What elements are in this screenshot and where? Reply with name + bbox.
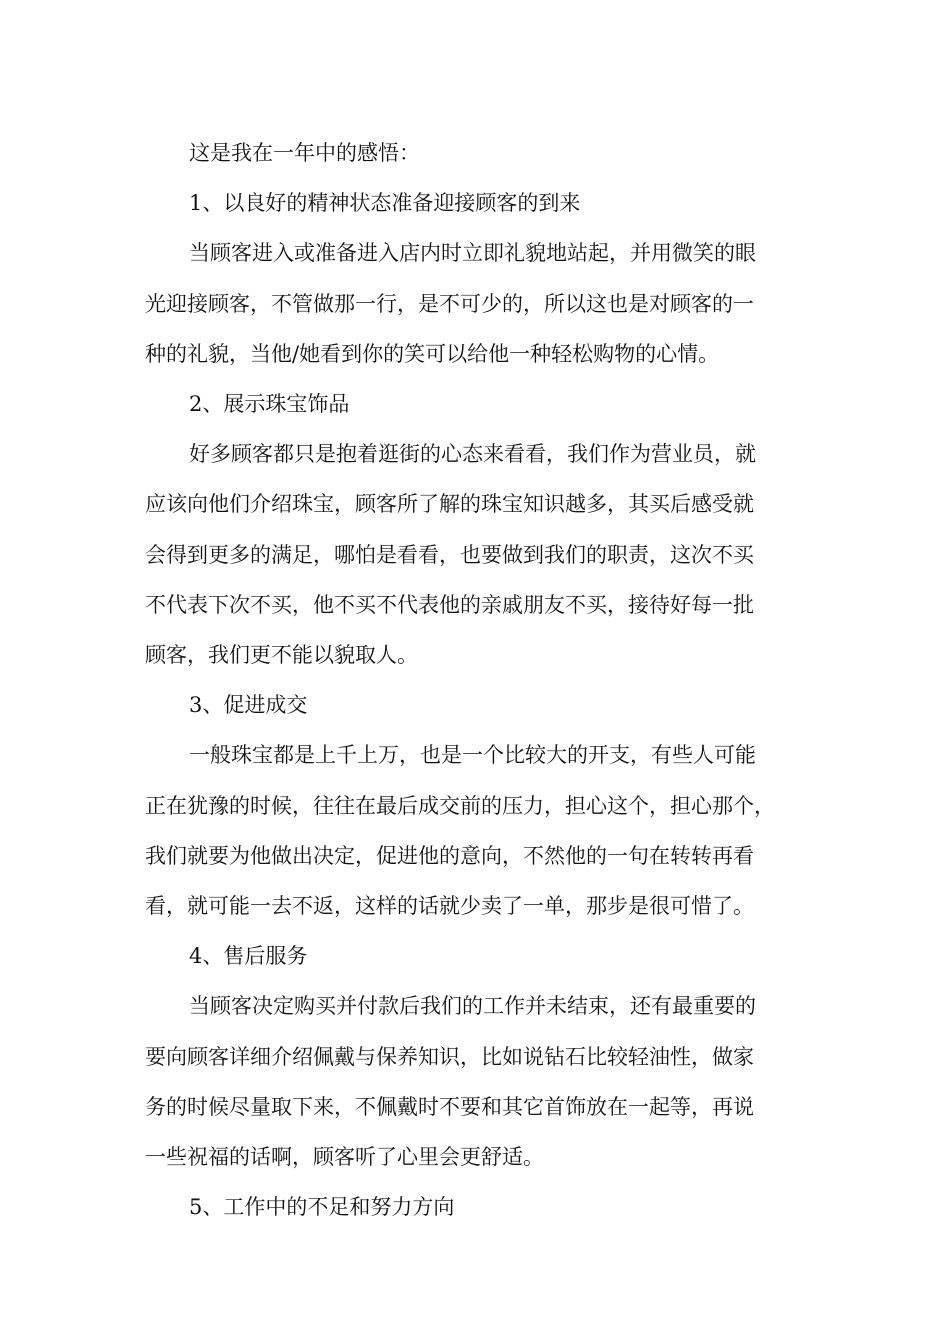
section-body-1: 当顾客进入或准备进入店内时立即礼貌地站起，并用微笑的眼 光迎接顾客，不管做那一行，是不可少的，所以这也是对顾客的一 种的礼貌，当他/她看到你的笑可以给他一种轻松购物的心情。 bbox=[145, 241, 756, 366]
section-body-4: 当顾客决定购买并付款后我们的工作并未结束，还有最重要的 要向顾客详细介绍佩戴与保养知识，比如说钻石比较轻油性，做家 务的时候尽量取下来，不佩戴时不要和其它首饰放在一起等，再说 一些祝福的话啊，顾客听了心里会更舒适。 bbox=[145, 994, 756, 1170]
section-heading-1: 1、以良好的精神状态准备迎接顾客的到来 bbox=[189, 191, 581, 216]
section-heading-5: 5、工作中的不足和努力方向 bbox=[189, 1195, 455, 1220]
document-body bbox=[145, 128, 810, 1232]
section-heading-4: 4、售后服务 bbox=[189, 944, 308, 969]
section-heading-3: 3、促进成交 bbox=[189, 693, 308, 718]
intro-paragraph: 这是我在一年中的感悟： bbox=[189, 141, 420, 165]
section-body-3: 一般珠宝都是上千上万，也是一个比较大的开支，有些人可能 正在犹豫的时候，往往在最后成交前的压力，担心这个，担心那个， 我们就要为他做出决定，促进他的意向，不然他的一句在转转再看 看，就可能一去不返，这样的话就少卖了一单，那步是很可惜了。 bbox=[145, 743, 775, 919]
section-body-2: 好多顾客都只是抱着逛街的心态来看看，我们作为营业员，就 应该向他们介绍珠宝，顾客所了解的珠宝知识越多，其买后感受就 会得到更多的满足，哪怕是看看，也要做到我们的职责，这次不买 不代表下次不买，他不买不代表他的亲戚朋友不买，接待好每一批 顾客，我们更不能以貌取人。 bbox=[145, 442, 756, 668]
section-heading-2: 2、展示珠宝饰品 bbox=[189, 392, 350, 417]
